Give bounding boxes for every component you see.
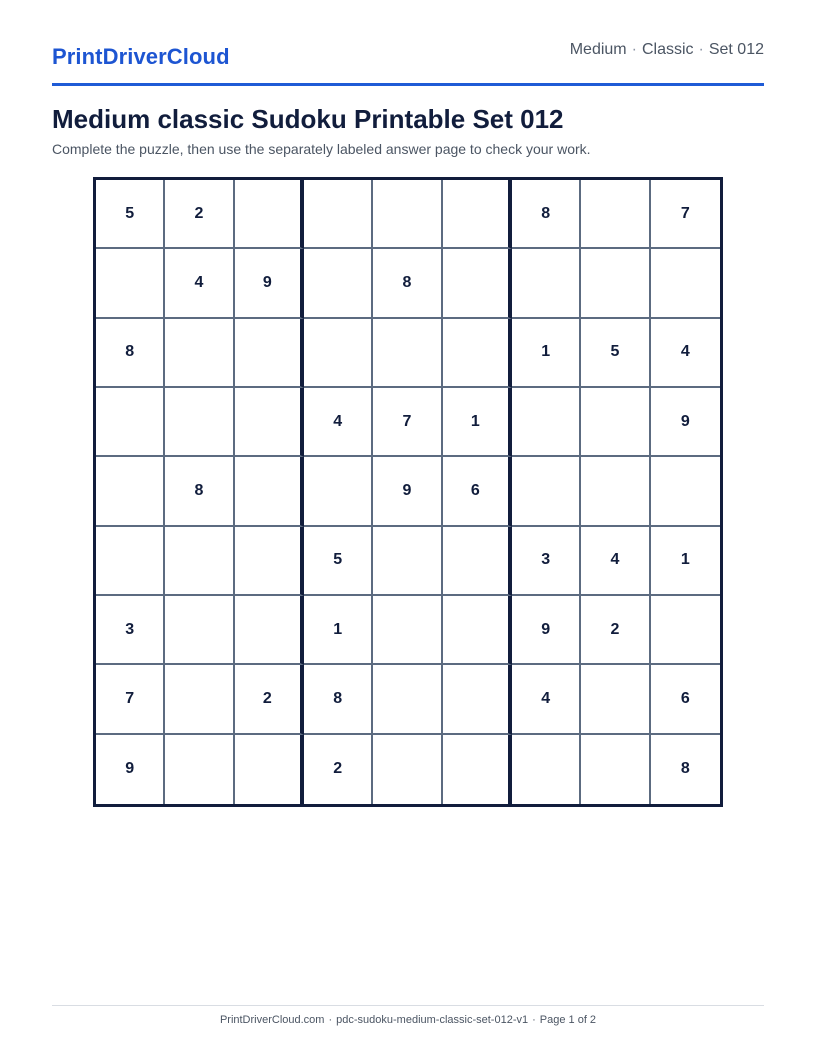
meta-set: Set 012	[708, 41, 764, 58]
sudoku-cell-empty[interactable]	[165, 665, 234, 734]
sudoku-cell-given: 1	[512, 319, 581, 388]
sudoku-cell-given: 6	[651, 665, 720, 734]
sudoku-cell-given: 4	[165, 249, 234, 318]
sudoku-cell-empty[interactable]	[304, 319, 373, 388]
sudoku-cell-given: 8	[512, 180, 581, 249]
sudoku-cell-empty[interactable]	[581, 249, 650, 318]
sudoku-cell-given: 9	[235, 249, 304, 318]
sudoku-cell-empty[interactable]	[443, 180, 512, 249]
sudoku-cell-given: 4	[304, 388, 373, 457]
meta-separator: ·	[698, 41, 704, 58]
sudoku-cell-empty[interactable]	[512, 388, 581, 457]
sudoku-cell-empty[interactable]	[96, 457, 165, 526]
sudoku-cell-given: 9	[651, 388, 720, 457]
meta-difficulty: Medium	[569, 41, 627, 58]
sudoku-cell-given: 8	[304, 665, 373, 734]
sudoku-cell-given: 4	[581, 527, 650, 596]
sudoku-cell-given: 4	[651, 319, 720, 388]
sudoku-cell-empty[interactable]	[235, 596, 304, 665]
footer-code: pdc-sudoku-medium-classic-set-012-v1	[336, 1014, 529, 1026]
sudoku-cell-empty[interactable]	[165, 596, 234, 665]
sudoku-cell-empty[interactable]	[443, 735, 512, 804]
sudoku-cell-empty[interactable]	[165, 527, 234, 596]
sudoku-cell-empty[interactable]	[373, 180, 442, 249]
sudoku-cell-empty[interactable]	[581, 180, 650, 249]
sudoku-cell-given: 8	[165, 457, 234, 526]
sudoku-cell-given: 8	[96, 319, 165, 388]
footer-separator: ·	[532, 1014, 536, 1026]
sudoku-cell-empty[interactable]	[373, 319, 442, 388]
sudoku-cell-given: 9	[512, 596, 581, 665]
sudoku-cell-empty[interactable]	[373, 527, 442, 596]
sudoku-cell-given: 7	[96, 665, 165, 734]
sudoku-cell-given: 7	[373, 388, 442, 457]
sudoku-cell-given: 8	[680, 760, 690, 778]
sudoku-cell-given: 3	[96, 596, 165, 665]
sudoku-cell-empty[interactable]	[581, 735, 650, 804]
sudoku-cell-empty[interactable]	[581, 457, 650, 526]
sudoku-cell-given: 5	[96, 180, 165, 249]
sudoku-cell-given: 5	[304, 527, 373, 596]
sudoku-cell-empty[interactable]	[96, 249, 165, 318]
sudoku-cell-empty[interactable]	[235, 457, 304, 526]
sudoku-cell-empty[interactable]	[235, 735, 304, 804]
footer-separator: ·	[328, 1014, 333, 1026]
sudoku-cell-empty[interactable]	[581, 665, 650, 734]
sudoku-cell-given: 1	[651, 527, 720, 596]
sudoku-cell-empty[interactable]	[373, 665, 442, 734]
sudoku-cell-empty[interactable]	[235, 319, 304, 388]
sudoku-cell-empty[interactable]	[235, 527, 304, 596]
sudoku-cell-empty[interactable]	[304, 180, 373, 249]
sudoku-cell-empty[interactable]	[165, 319, 234, 388]
page-title: Medium classic Sudoku Printable Set 012	[52, 104, 564, 134]
sudoku-cell-empty[interactable]	[235, 180, 304, 249]
puzzle-meta	[570, 41, 764, 59]
sudoku-cell-empty[interactable]	[235, 388, 304, 457]
sudoku-cell-given: 4	[512, 665, 581, 734]
sudoku-cell-given: 2	[165, 180, 234, 249]
sudoku-cell-empty[interactable]	[96, 388, 165, 457]
sudoku-cell-empty[interactable]	[512, 735, 581, 804]
sudoku-cell-empty[interactable]	[443, 665, 512, 734]
footer-site[interactable]: PrintDriverCloud.com	[219, 1014, 325, 1026]
sudoku-cell-given: 5	[581, 319, 650, 388]
sudoku-cell-empty[interactable]	[373, 735, 442, 804]
sudoku-cell-empty[interactable]	[512, 457, 581, 526]
sudoku-cell-given: 3	[512, 527, 581, 596]
sudoku-cell-empty[interactable]	[651, 457, 720, 526]
page-footer	[52, 1014, 764, 1026]
sudoku-cell-empty[interactable]	[443, 249, 512, 318]
sudoku-cell-empty[interactable]	[96, 527, 165, 596]
sudoku-cell-empty[interactable]	[165, 388, 234, 457]
sudoku-cell-given: 9	[373, 457, 442, 526]
sudoku-grid	[93, 177, 723, 807]
footer-divider	[52, 1005, 764, 1006]
sudoku-cell-given: 2	[235, 665, 304, 734]
footer-page-number: Page 1 of 2	[539, 1014, 597, 1026]
page-subtitle: Complete the puzzle, then use the separately labeled answer page to check your work.	[52, 141, 591, 157]
sudoku-cell-empty[interactable]	[304, 249, 373, 318]
sudoku-cell-given: 1	[304, 596, 373, 665]
sudoku-cell-given: 6	[443, 457, 512, 526]
sudoku-cell-empty[interactable]	[373, 596, 442, 665]
sudoku-cell-given: 9	[96, 735, 165, 804]
sudoku-cell-empty[interactable]	[581, 388, 650, 457]
brand-logo[interactable]: PrintDriverCloud	[52, 44, 230, 69]
sudoku-cell-given: 2	[304, 735, 373, 804]
sudoku-cell-given: 2	[581, 596, 650, 665]
sudoku-cell-empty[interactable]	[651, 596, 720, 665]
page-header	[52, 0, 764, 86]
meta-separator: ·	[631, 41, 637, 58]
sudoku-cell-empty[interactable]	[443, 527, 512, 596]
sudoku-cell-empty[interactable]	[651, 249, 720, 318]
sudoku-cell-empty[interactable]	[304, 457, 373, 526]
meta-style: Classic	[641, 41, 694, 58]
sudoku-cell-given: 7	[651, 180, 720, 249]
sudoku-cell-empty[interactable]	[443, 596, 512, 665]
sudoku-cell-empty[interactable]	[512, 249, 581, 318]
sudoku-cell-given: 1	[443, 388, 512, 457]
sudoku-cell-given: 8	[373, 249, 442, 318]
sudoku-cell-empty[interactable]	[165, 735, 234, 804]
sudoku-cell-empty[interactable]	[443, 319, 512, 388]
